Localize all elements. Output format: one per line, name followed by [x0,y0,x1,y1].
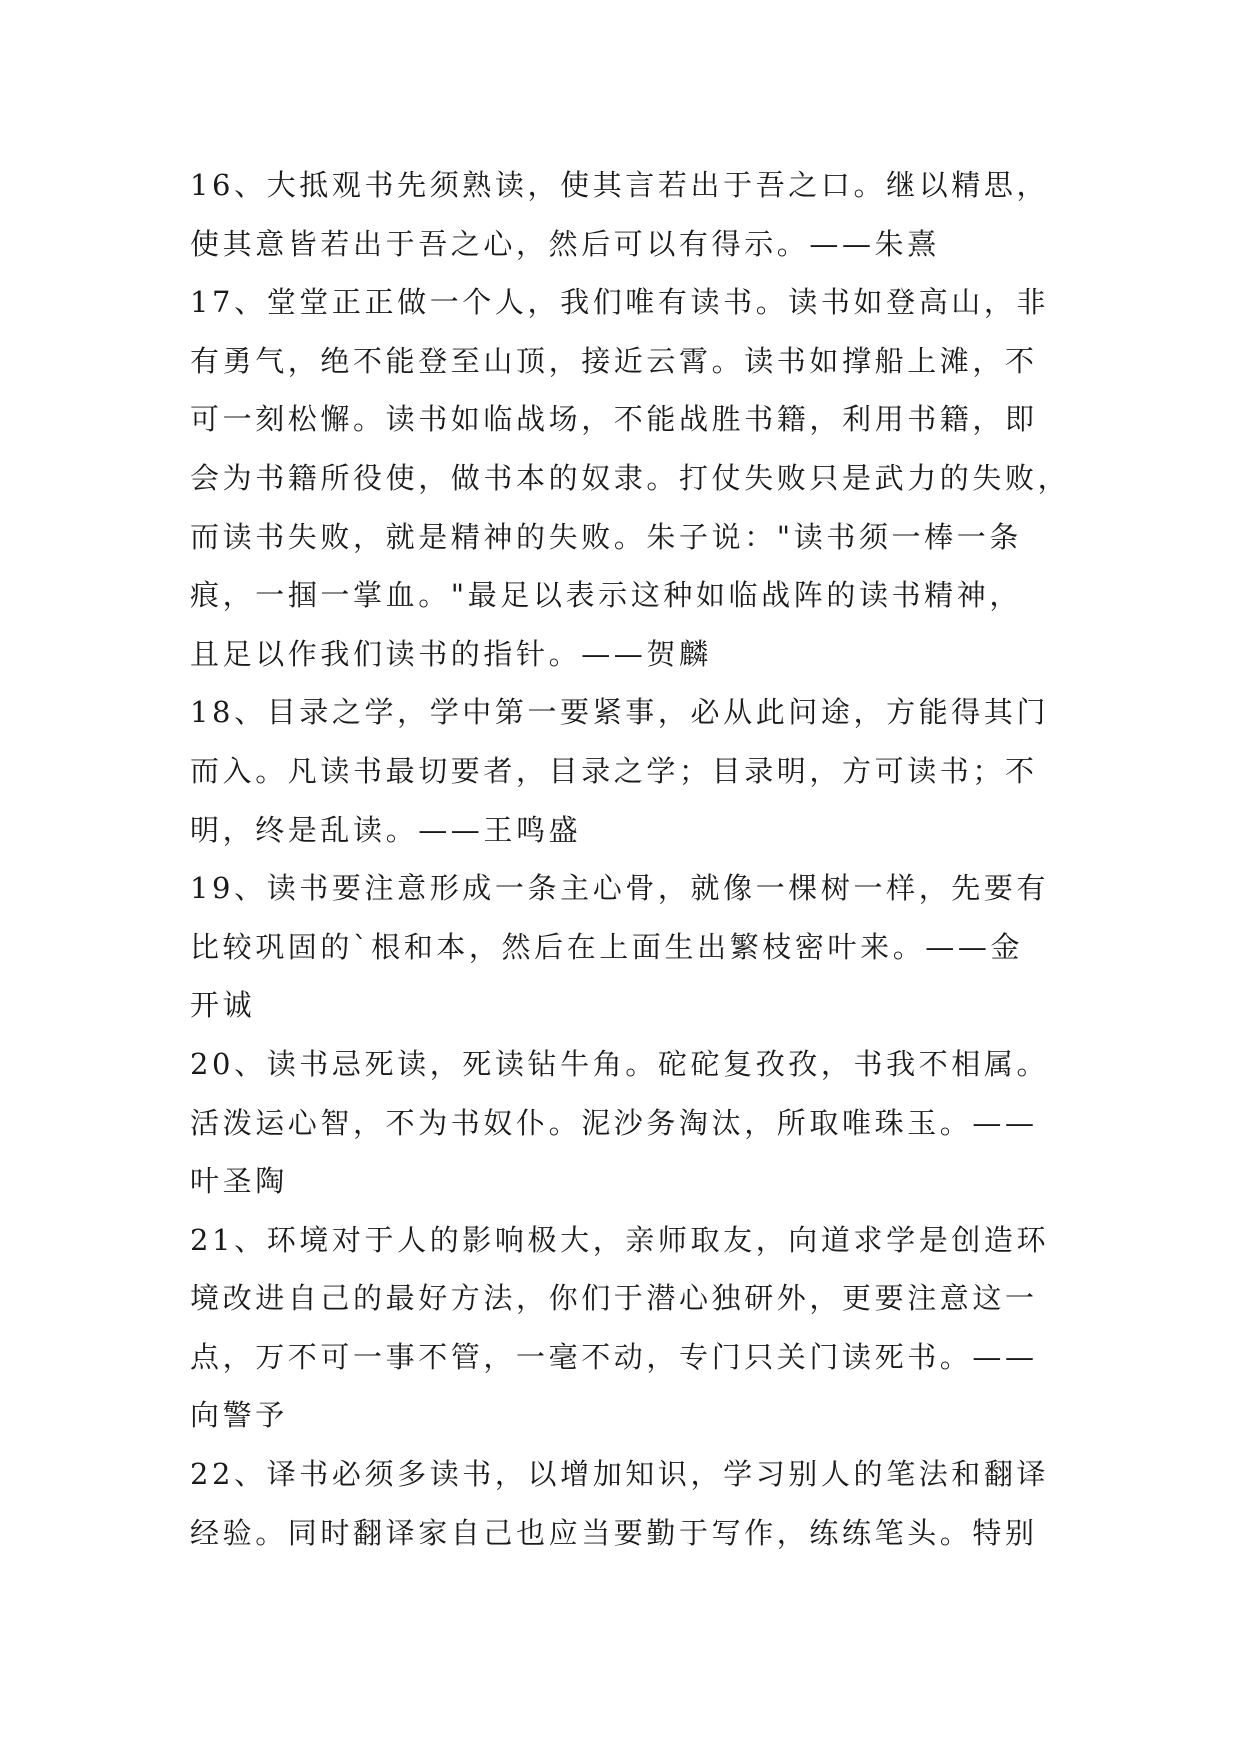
text-line: 19、读书要注意形成一条主心骨，就像一棵树一样，先要有 [190,871,1050,906]
text-line: 可一刻松懈。读书如临战场，不能战胜书籍，利用书籍，即 [190,402,1038,437]
text-line: 20、读书忌死读，死读钻牛角。砣砣复孜孜，书我不相属。 [190,1046,1050,1081]
text-line: 开诚 [190,988,256,1023]
text-line: 16、大抵观书先须熟读，使其言若出于吾之口。继以精思， [190,168,1050,202]
text-line: 经验。同时翻译家自己也应当要勤于写作，练练笔头。特别 [190,1515,1038,1550]
text-line: 21、环境对于人的影响极大，亲师取友，向道求学是创造环 [190,1222,1050,1257]
text-line: 境改进自己的最好方法，你们于潜心独研外，更要注意这一 [190,1281,1038,1316]
text-line: 会为书籍所役使，做书本的奴隶。打仗失败只是武力的失败， [190,460,1071,495]
text-line: 点，万不可一事不管，一毫不动，专门只关门读死书。—— [190,1339,1038,1374]
text-line: 使其意皆若出于吾之心，然后可以有得示。——朱熹 [190,226,940,261]
text-line: 17、堂堂正正做一个人，我们唯有读书。读书如登高山，非 [190,285,1050,320]
text-line: 18、目录之学，学中第一要紧事，必从此问途，方能得其门 [190,695,1050,730]
text-line: 有勇气，绝不能登至山顶，接近云霄。读书如撑船上滩，不 [190,343,1038,378]
text-line: 而读书失败，就是精神的失败。朱子说："读书须一棒一条 [190,519,1022,554]
quote-text-body [190,156,1080,1562]
text-line: 而入。凡读书最切要者，目录之学；目录明，方可读书；不 [190,753,1038,788]
text-line: 比较巩固的`根和本，然后在上面生出繁枝密叶来。——金 [190,929,1024,964]
text-line: 叶圣陶 [190,1164,288,1199]
text-line: 且足以作我们读书的指针。——贺麟 [190,636,712,671]
text-line: 明，终是乱读。——王鸣盛 [190,812,582,847]
text-line: 向警予 [190,1398,288,1433]
text-line: 痕，一掴一掌血。"最足以表示这种如临战阵的读书精神， [190,578,1022,613]
text-line: 22、译书必须多读书，以增加知识，学习别人的笔法和翻译 [190,1457,1050,1492]
text-line: 活泼运心智，不为书奴仆。泥沙务淘汰，所取唯珠玉。—— [190,1105,1038,1140]
